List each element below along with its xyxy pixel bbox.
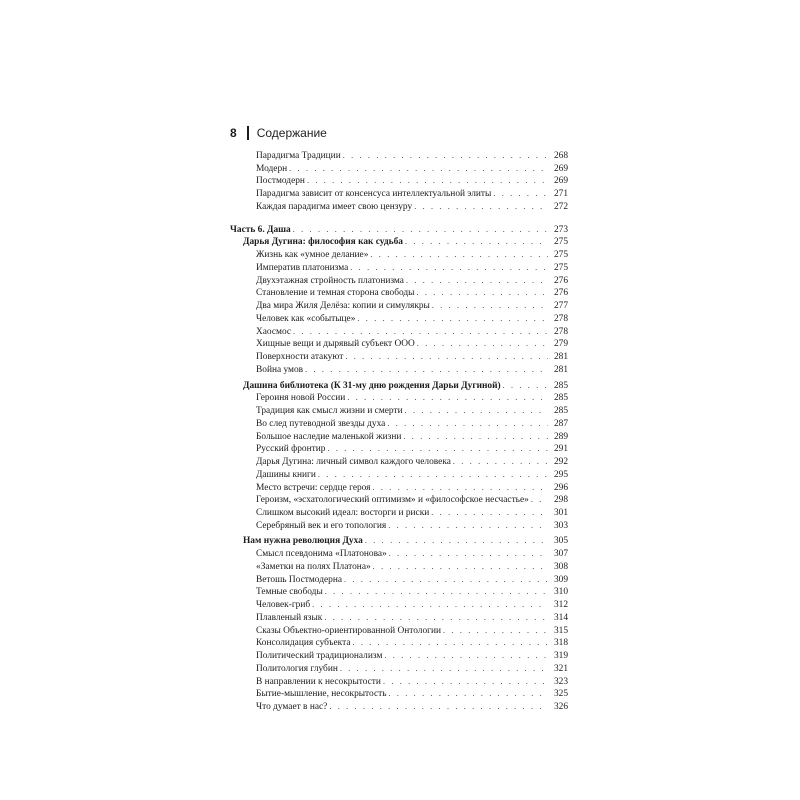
toc-entry-title: Что думает в нас?	[256, 702, 328, 713]
dot-leader	[307, 175, 548, 188]
dot-leader	[329, 701, 548, 714]
toc-entry	[230, 637, 568, 650]
toc-entry-page: 276	[553, 288, 568, 299]
header-separator	[247, 126, 249, 140]
toc-entry-title: Во след путеводной звезды духа	[256, 418, 386, 429]
toc-entry	[230, 201, 568, 214]
toc-entry	[230, 507, 568, 520]
dot-leader	[324, 612, 548, 625]
toc-entry	[230, 300, 568, 313]
toc-entry-title: Русский фронтир	[256, 444, 326, 455]
toc-entry-page: 308	[553, 561, 568, 572]
dot-leader	[389, 548, 548, 561]
toc-entry-title: Война умов	[256, 364, 304, 375]
dot-leader	[531, 494, 548, 507]
toc-entry-title: Каждая парадигма имеет свою цензуру	[256, 201, 413, 212]
dot-leader	[347, 392, 548, 405]
dot-leader	[453, 456, 548, 469]
toc-entry	[230, 150, 568, 163]
toc-entry-page: 325	[553, 689, 568, 700]
toc-entry-page: 291	[553, 444, 568, 455]
toc-entry-page: 271	[553, 189, 568, 200]
dot-leader	[370, 249, 548, 262]
toc-entry-page: 276	[553, 275, 568, 286]
toc-entry-page: 285	[553, 406, 568, 417]
toc-entry-page: 318	[553, 638, 568, 649]
toc-entry-page: 315	[553, 625, 568, 636]
toc-entry	[230, 287, 568, 300]
toc-entry	[230, 586, 568, 599]
toc-entry-title: Героизм, «эсхатологический оптимизм» и «философское несчастье»	[256, 495, 529, 506]
toc-entry-title: Место встречи: сердце героя	[256, 482, 371, 493]
dot-leader	[305, 364, 548, 377]
toc-entry	[230, 313, 568, 326]
dot-leader	[344, 574, 548, 587]
dot-leader	[289, 163, 548, 176]
toc-entry-page: 310	[553, 587, 568, 598]
toc-entry-page: 289	[553, 431, 568, 442]
toc-entry-page: 278	[553, 313, 568, 324]
toc-entry-title: Дашины книги	[256, 469, 316, 480]
toc-entry	[230, 469, 568, 482]
dot-leader	[383, 676, 548, 689]
toc-entry-title: Два мира Жиля Делёза: копии и симулякры	[256, 301, 430, 312]
toc-entry-title: Постмодерн	[256, 176, 305, 187]
toc-entry-page: 314	[553, 612, 568, 623]
toc-entry-title: В направлении к несокрытости	[256, 676, 381, 687]
dot-leader	[403, 431, 548, 444]
dot-leader	[432, 300, 548, 313]
toc-entry-page: 298	[553, 495, 568, 506]
toc-part-entry	[230, 224, 568, 237]
running-title: Содержание	[256, 126, 327, 140]
toc-entry-title: Становление и темная сторона свободы	[256, 288, 415, 299]
dot-leader	[431, 507, 548, 520]
toc-entry-page: 303	[553, 520, 568, 531]
toc-entry-page: 275	[553, 237, 568, 248]
toc-entry-page: 301	[553, 507, 568, 518]
toc-entry-title: Поверхности атакуют	[256, 352, 344, 363]
toc-entry	[230, 188, 568, 201]
toc-entry-title: Героиня новой России	[256, 393, 346, 404]
toc-entry-title: Человек как «событыце»	[256, 313, 356, 324]
dot-leader	[345, 351, 548, 364]
toc-entry	[230, 676, 568, 689]
toc-entry	[230, 625, 568, 638]
toc-entry	[230, 392, 568, 405]
toc-entry-page: 275	[553, 262, 568, 273]
toc-entry	[230, 405, 568, 418]
toc-entry-page: 285	[553, 380, 568, 391]
dot-leader	[352, 637, 548, 650]
dot-leader	[443, 625, 548, 638]
toc-entry-title: Темные свободы	[256, 587, 323, 598]
dot-leader	[373, 482, 549, 495]
toc-entry	[230, 574, 568, 587]
toc-entry	[230, 520, 568, 533]
dot-leader	[406, 275, 548, 288]
toc-entry	[230, 688, 568, 701]
toc-entry-page: 321	[553, 663, 568, 674]
toc-entry-title: Ветошь Постмодерна	[256, 574, 343, 585]
toc-entry-title: Серебряный век и его топология	[256, 520, 387, 531]
toc-entry	[230, 650, 568, 663]
toc-entry	[230, 443, 568, 456]
dot-leader	[357, 313, 548, 326]
dot-leader	[350, 262, 548, 275]
toc-entry-title: Политология глубин	[256, 663, 338, 674]
dot-leader	[388, 520, 548, 533]
dot-leader	[293, 224, 548, 237]
toc-entry-page: 326	[553, 702, 568, 713]
dot-leader	[493, 188, 548, 201]
toc-entry-page: 278	[553, 326, 568, 337]
page-number: 8	[230, 126, 237, 140]
toc-entry-page: 292	[553, 457, 568, 468]
toc-entry-page: 287	[553, 418, 568, 429]
toc-entry-title: «Заметки на полях Платона»	[256, 561, 371, 572]
toc-entry	[230, 456, 568, 469]
toc-entry-page: 275	[553, 250, 568, 261]
toc-entry	[230, 249, 568, 262]
toc-entry-title: Смысл псевдонима «Платонова»	[256, 549, 387, 560]
dot-leader	[405, 236, 548, 249]
toc-entry-page: 309	[553, 574, 568, 585]
toc-entry	[230, 561, 568, 574]
toc-entry-title: Человек-гриб	[256, 600, 311, 611]
toc-entry	[230, 431, 568, 444]
toc-entry	[230, 175, 568, 188]
dot-leader	[312, 599, 548, 612]
toc-entry-page: 277	[553, 301, 568, 312]
toc-entry-page: 269	[553, 176, 568, 187]
toc-entry-title: Плавленый язык	[256, 612, 323, 623]
toc-entry	[230, 275, 568, 288]
toc-entry-page: 279	[553, 339, 568, 350]
toc-entry-title: Дашина библиотека (К 31-му дню рождения Дарьи Дугиной)	[243, 380, 501, 391]
toc-entry-title: Императив платонизма	[256, 262, 349, 273]
toc-entry	[230, 701, 568, 714]
dot-leader	[388, 688, 548, 701]
toc-entry-title: Большое наследие маленькой жизни	[256, 431, 402, 442]
toc-entry	[230, 364, 568, 377]
toc-entry-title: Парадигма Традиции	[256, 151, 341, 161]
toc-entry-page: 296	[553, 482, 568, 493]
toc-section-entry	[230, 535, 568, 548]
dot-leader	[318, 469, 548, 482]
toc-entry-page: 319	[553, 651, 568, 662]
toc-entry-page: 281	[553, 364, 568, 375]
toc-entry-title: Традиция как смысл жизни и смерти	[256, 406, 403, 417]
toc-entry	[230, 663, 568, 676]
dot-leader	[417, 338, 548, 351]
toc-entry-title: Парадигма зависит от консенсуса интеллектуальной элиты	[256, 189, 492, 200]
toc-entry	[230, 163, 568, 176]
toc-entry-page: 307	[553, 549, 568, 560]
toc-entry-title: Двухэтажная стройность платонизма	[256, 275, 404, 286]
toc-entry-page: 273	[553, 224, 568, 235]
dot-leader	[405, 405, 548, 418]
toc-entry-title: Бытие-мышление, несокрытость	[256, 689, 387, 700]
dot-leader	[503, 380, 548, 393]
dot-leader	[416, 287, 548, 300]
dot-leader	[373, 561, 548, 574]
toc-entry	[230, 599, 568, 612]
toc-entry-title: Консолидация субъекта	[256, 638, 351, 649]
toc-entry-title: Слишком высокий идеал: восторги и риски	[256, 507, 430, 518]
dot-leader	[384, 650, 548, 663]
dot-leader	[343, 150, 548, 163]
toc-entry-title: Сказы Объектно-ориентированной Онтологии	[256, 625, 442, 636]
dot-leader	[327, 443, 548, 456]
toc-entry-title: Нам нужна революция Духа	[243, 536, 363, 547]
toc-entry	[230, 612, 568, 625]
toc-entry	[230, 326, 568, 339]
toc-section-entry	[230, 236, 568, 249]
toc-entry-title: Часть 6. Даша	[230, 224, 291, 235]
toc-entry	[230, 482, 568, 495]
toc-entry	[230, 338, 568, 351]
toc-entry	[230, 351, 568, 364]
toc-entry-page: 305	[553, 536, 568, 547]
dot-leader	[414, 201, 548, 214]
toc-entry-title: Модерн	[256, 163, 288, 174]
dot-leader	[293, 326, 548, 339]
toc-entry-page: 295	[553, 469, 568, 480]
toc-entry	[230, 418, 568, 431]
toc-section-entry	[230, 380, 568, 393]
dot-leader	[325, 586, 548, 599]
toc-entry-page: 272	[553, 201, 568, 212]
toc-entry-page: 312	[553, 600, 568, 611]
toc-entry-page: 268	[553, 151, 568, 161]
toc-entry	[230, 494, 568, 507]
toc-entry-title: Хаосмос	[256, 326, 292, 337]
toc-entry-title: Дарья Дугина: философия как судьба	[243, 237, 403, 248]
toc-entry	[230, 548, 568, 561]
toc-entry-page: 281	[553, 352, 568, 363]
dot-leader	[340, 663, 548, 676]
toc-entry-title: Дарья Дугина: личный символ каждого человека	[256, 457, 451, 468]
toc-entry-title: Политический традиционализм	[256, 651, 383, 662]
dot-leader	[387, 418, 548, 431]
toc-entry	[230, 262, 568, 275]
dot-leader	[365, 535, 548, 548]
toc-entry-page: 285	[553, 393, 568, 404]
toc-entry-page: 323	[553, 676, 568, 687]
toc-entry-page: 269	[553, 163, 568, 174]
toc-entry-title: Жизнь как «умное делание»	[256, 250, 369, 261]
running-header	[230, 125, 327, 141]
toc-entry-title: Хищные вещи и дырявый субъект ООО	[256, 339, 415, 350]
